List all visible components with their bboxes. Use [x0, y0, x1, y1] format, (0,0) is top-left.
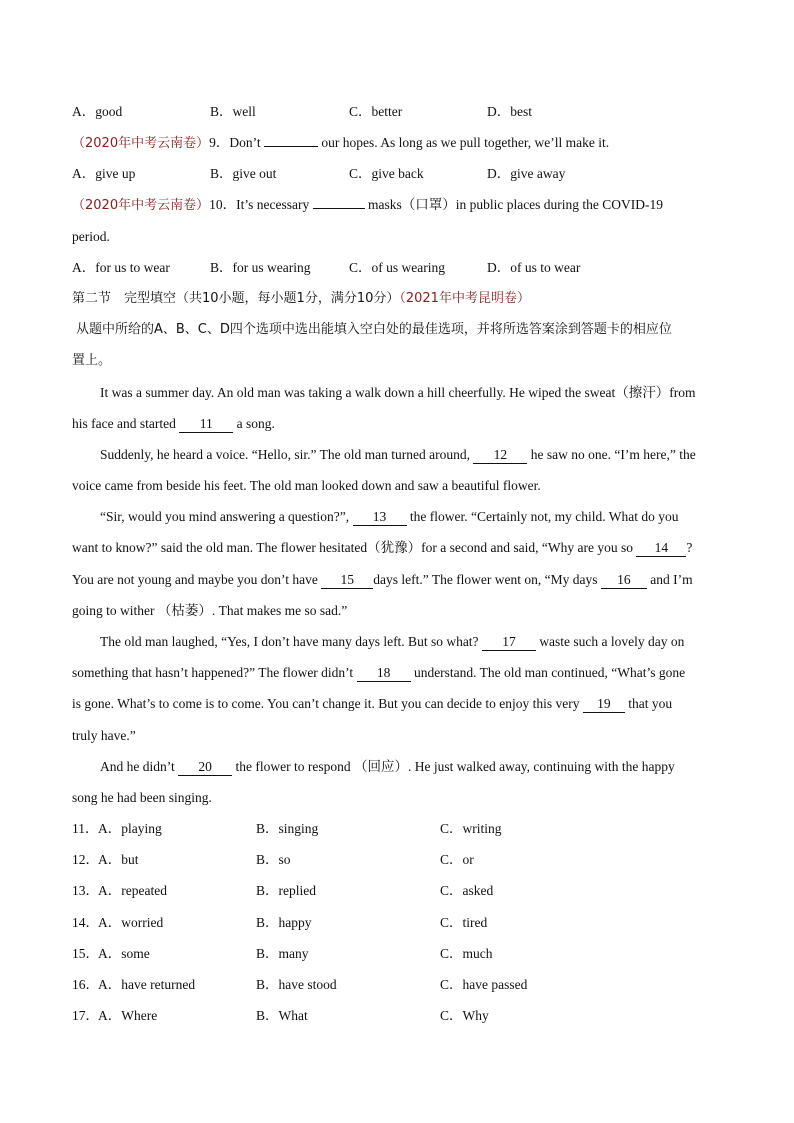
- choice-option-c: C．or: [440, 852, 474, 868]
- passage-p2-line2: voice came from beside his feet. The old man looked down and saw a beautiful flower.: [72, 478, 541, 493]
- choice-number: 11．: [72, 821, 99, 836]
- passage-text: the flower. “Certainly not, my child. What do you: [409, 509, 679, 524]
- q9-option-a: A．give up: [72, 166, 136, 181]
- passage-p5-line1: [72, 757, 722, 777]
- passage-p4-line2: [72, 663, 722, 683]
- q10-stem-cont: period.: [72, 229, 110, 244]
- blank-13: 13: [353, 509, 407, 526]
- choice-row: [72, 975, 722, 995]
- choice-option-a: A．worried: [98, 914, 164, 930]
- passage-p1-line1: It was a summer day. An old man was taking a walk down a hill cheerfully. He wiped the sweat（擦汗）from: [100, 385, 696, 400]
- choice-option-b: B．happy: [256, 914, 312, 930]
- section-instructions-1: 从题中所给的A、B、C、D四个选项中选出能填入空白处的最佳选项，并将所选答案涂到答题卡的相应位: [76, 322, 672, 337]
- choice-option-c: C．have passed: [440, 977, 528, 992]
- choice-row: [72, 850, 722, 870]
- passage-text: “Sir, would you mind answering a question?”,: [100, 509, 350, 524]
- passage-p4-line4: truly have.”: [72, 728, 136, 743]
- choice-row: [72, 913, 722, 933]
- q8-options: [72, 102, 722, 122]
- passage-text: the flower to respond （回应）. He just walked away, continuing with the happy: [235, 759, 675, 774]
- passage-p3-line1: [72, 507, 722, 527]
- passage-text: ?: [686, 540, 693, 555]
- choice-option-b: B．replied: [256, 883, 316, 899]
- blank-17: 17: [482, 634, 536, 651]
- section-instructions-2: 置上。: [72, 353, 112, 368]
- blank-16: 16: [601, 572, 647, 589]
- blank-11: 11: [179, 416, 233, 433]
- blank-14: 14: [636, 540, 686, 557]
- choice-option-b: B．so: [256, 852, 291, 868]
- choice-option-c: C．tired: [440, 914, 488, 930]
- choice-option-b: B．What: [256, 1008, 308, 1024]
- q10-option-a: A．for us to wear: [72, 260, 170, 275]
- passage-text: And he didn’t: [100, 759, 175, 774]
- choice-option-a: A．Where: [98, 1008, 158, 1024]
- choice-option-b: B．have stood: [256, 977, 337, 992]
- q10-source: （2020年中考云南卷）: [72, 198, 210, 213]
- blank-18: 18: [357, 665, 411, 682]
- passage-text: something that hasn’t happened?” The flower didn’t: [72, 665, 354, 680]
- section-heading: [72, 289, 722, 309]
- passage-p3-line4: going to wither （枯萎）. That makes me so sad.”: [72, 603, 348, 618]
- passage-text: he saw no one. “I’m here,” the: [530, 447, 696, 462]
- passage-text: You are not young and maybe you don’t have: [72, 572, 318, 587]
- blank-12: 12: [473, 447, 527, 464]
- passage-p4-line3: [72, 694, 722, 714]
- q10-number: 10．: [209, 197, 237, 212]
- passage-text: waste such a lovely day on: [539, 634, 685, 649]
- passage-text: is gone. What’s to come is to come. You can’t change it. But you can decide to enjoy this very: [72, 696, 580, 711]
- q9-source: （2020年中考云南卷）: [72, 136, 210, 151]
- choice-option-a: A．have returned: [98, 977, 196, 992]
- passage-p1-line2: [72, 414, 722, 434]
- passage-text: a song.: [236, 416, 275, 431]
- choice-number: 16．: [72, 977, 99, 992]
- passage-text: want to know?” said the old man. The flower hesitated（犹豫）for a second and said, “Why are you so: [72, 540, 633, 555]
- q8-option-a: A．good: [72, 104, 123, 119]
- choice-number: 12．: [72, 852, 99, 868]
- passage-p4-line1: [72, 632, 722, 652]
- passage-text: days left.” The flower went on, “My days: [373, 572, 598, 587]
- section-title: 第二节 完型填空（共10小题，每小题1分，满分10分）: [72, 291, 400, 306]
- choice-row: [72, 944, 722, 964]
- passage-p2-line1: [72, 445, 722, 465]
- q8-option-b: B．well: [210, 104, 256, 119]
- q10-blank: [313, 208, 365, 209]
- passage-text: and I’m: [650, 572, 693, 587]
- passage-text: that you: [628, 696, 673, 711]
- blank-19: 19: [583, 696, 625, 713]
- q10-option-b: B．for us wearing: [210, 260, 311, 275]
- choice-number: 15．: [72, 945, 99, 961]
- choice-number: 14．: [72, 914, 99, 930]
- choice-option-c: C．Why: [440, 1008, 489, 1024]
- q9-blank: [264, 146, 318, 147]
- q9-option-d: D．give away: [487, 166, 566, 181]
- choice-option-a: A．but: [98, 852, 139, 868]
- passage-p3-line3: [72, 570, 722, 590]
- passage-p3-line2: [72, 538, 722, 558]
- q10-text-post: masks（口罩）in public places during the COVID-19: [367, 197, 664, 212]
- choice-row: [72, 1006, 722, 1026]
- q8-option-d: D．best: [487, 104, 532, 119]
- q9-number: 9．: [209, 135, 230, 150]
- q10-option-c: C．of us wearing: [349, 260, 445, 275]
- passage-text: his face and started: [72, 416, 176, 431]
- q10-option-d: D．of us to wear: [487, 260, 581, 275]
- q10-options: [72, 258, 722, 278]
- q10-text-pre: It’s necessary: [236, 197, 310, 212]
- q9-options: [72, 164, 722, 184]
- choice-option-c: C．writing: [440, 821, 502, 836]
- choice-option-a: A．repeated: [98, 883, 167, 899]
- q9-option-c: C．give back: [349, 166, 424, 181]
- choice-row: [72, 881, 722, 901]
- choice-option-b: B．singing: [256, 821, 319, 836]
- q9-stem: [72, 133, 722, 154]
- choice-number: 13．: [72, 883, 99, 899]
- blank-15: 15: [321, 572, 373, 589]
- blank-20: 20: [178, 759, 232, 776]
- q9-option-b: B．give out: [210, 166, 277, 181]
- choice-option-c: C．asked: [440, 883, 494, 899]
- q8-option-c: C．better: [349, 104, 403, 119]
- q9-text-post: our hopes. As long as we pull together, we’ll make it.: [321, 135, 610, 150]
- choice-row: [72, 819, 722, 839]
- choice-number: 17．: [72, 1008, 99, 1024]
- q10-stem: [72, 195, 722, 216]
- passage-text: The old man laughed, “Yes, I don’t have many days left. But so what?: [100, 634, 479, 649]
- choice-option-a: A．playing: [98, 821, 162, 836]
- passage-text: Suddenly, he heard a voice. “Hello, sir.” The old man turned around,: [100, 447, 471, 462]
- choice-option-a: A．some: [98, 945, 150, 961]
- passage-text: understand. The old man continued, “What’s gone: [413, 665, 686, 680]
- q9-text-pre: Don’t: [229, 135, 261, 150]
- choice-option-b: B．many: [256, 945, 309, 961]
- passage-p5-line2: song he had been singing.: [72, 790, 212, 805]
- choice-option-c: C．much: [440, 945, 493, 961]
- section-source: （2021年中考昆明卷）: [399, 291, 530, 306]
